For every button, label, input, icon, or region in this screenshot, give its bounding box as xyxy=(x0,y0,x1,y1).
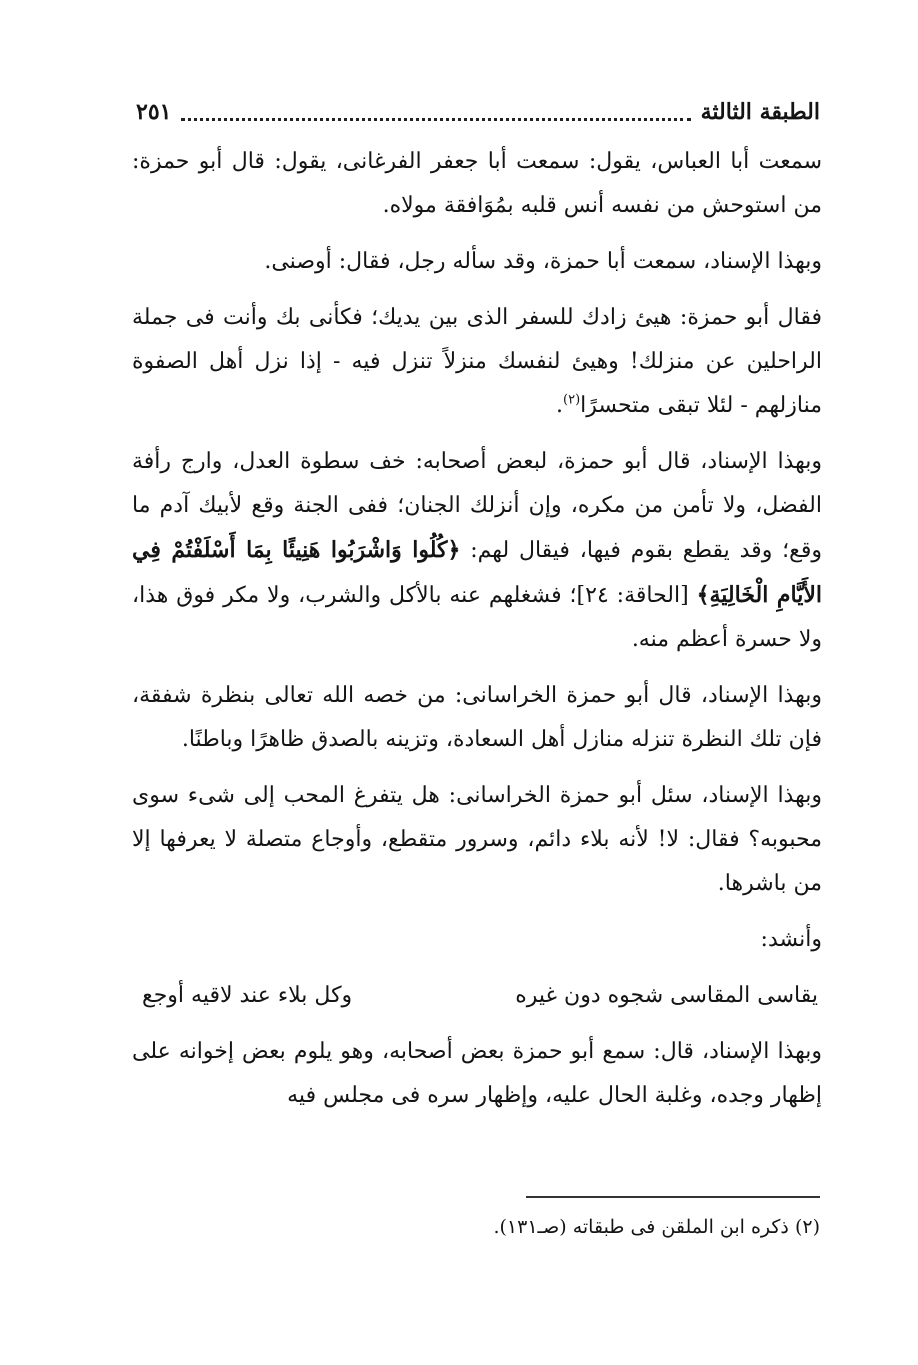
quran-citation: [الحاقة: ٢٤] xyxy=(576,583,689,608)
running-header xyxy=(136,92,820,132)
page-number: ٢٥١ xyxy=(136,99,172,125)
paragraph-4 xyxy=(132,440,822,662)
paragraph-4-text: وبهذا الإسناد، قال أبو حمزة، لبعض أصحابه: خف سطوة العدل، وارج رأفة الفضل، ولا تأمن من مكره، وإن أنزلك الجنان؛ ففى الجنة وقع لأبيك آدم ما وقع؛ وقد يقطع بقوم فيها، فيقال لهم: xyxy=(132,449,823,563)
paragraph-3-text: فقال أبو حمزة: هيئ زادك للسفر الذى بين يديك؛ فكأنى بك وأنت فى جملة الراحلين عن منزلك! وهيئ لنفسك منزلاً تنزل فيه - إذا نزل أهل الصفوة منازلهم - لئلا تبقى متحسرًا xyxy=(132,305,822,418)
paragraph-5: وبهذا الإسناد، قال أبو حمزة الخراسانى: من خصه الله تعالى بنظرة شفقة، فإن تلك النظرة تنزله منازل أهل السعادة، وتزينه بالصدق ظاهرًا وباطنًا. xyxy=(132,683,822,752)
verse-second-hemistich: وكل بلاء عند لاقيه أوجع xyxy=(142,983,353,1008)
poetry-verse xyxy=(132,974,822,1018)
paragraph-2: وبهذا الإسناد، سمعت أبا حمزة، وقد سأله رجل، فقال: أوصنى. xyxy=(264,249,822,274)
header-dot-leader xyxy=(181,104,690,121)
footnote-divider xyxy=(526,1196,820,1198)
verse-first-hemistich: يقاسى المقاسى شجوه دون غيره xyxy=(515,983,818,1008)
paragraph-1: سمعت أبا العباس، يقول: سمعت أبا جعفر الفرغانى، يقول: قال أبو حمزة: من استوحش من نفسه أنس قلبه بمُوَافقة مولاه. xyxy=(132,149,822,218)
footnote: (٢) ذكره ابن الملقن فى طبقاته (صـ١٣١). xyxy=(493,1216,820,1238)
paragraph-4-after: ؛ فشغلهم عنه بالأكل والشرب، ولا مكر فوق هذا، ولا حسرة أعظم منه. xyxy=(132,583,822,652)
chapter-title: الطبقة الثالثة xyxy=(700,99,820,125)
main-text xyxy=(132,140,822,1130)
quran-verse: ﴿كُلُوا وَاشْرَبُوا هَنِيئًا بِمَا أَسْلَفْتُمْ فِي الأَيَّامِ الْخَالِيَةِ﴾ xyxy=(132,537,822,608)
verse-intro: وأنشد: xyxy=(760,927,822,952)
paragraph-7: وبهذا الإسناد، قال: سمع أبو حمزة بعض أصحابه، وهو يلوم بعض إخوانه على إظهار وجده، وغلبة الحال عليه، وإظهار سره فى مجلس فيه xyxy=(132,1039,822,1108)
paragraph-6: وبهذا الإسناد، سئل أبو حمزة الخراسانى: هل يتفرغ المحب إلى شىء سوى محبوبه؟ فقال: لا! لأنه بلاء دائم، وسرور متقطع، وأوجاع متصلة لا يعرفها إلا من باشرها. xyxy=(132,783,822,896)
paragraph-3-end: . xyxy=(556,393,564,418)
footnote-marker: (٢) xyxy=(563,392,581,408)
paragraph-3 xyxy=(132,296,822,428)
